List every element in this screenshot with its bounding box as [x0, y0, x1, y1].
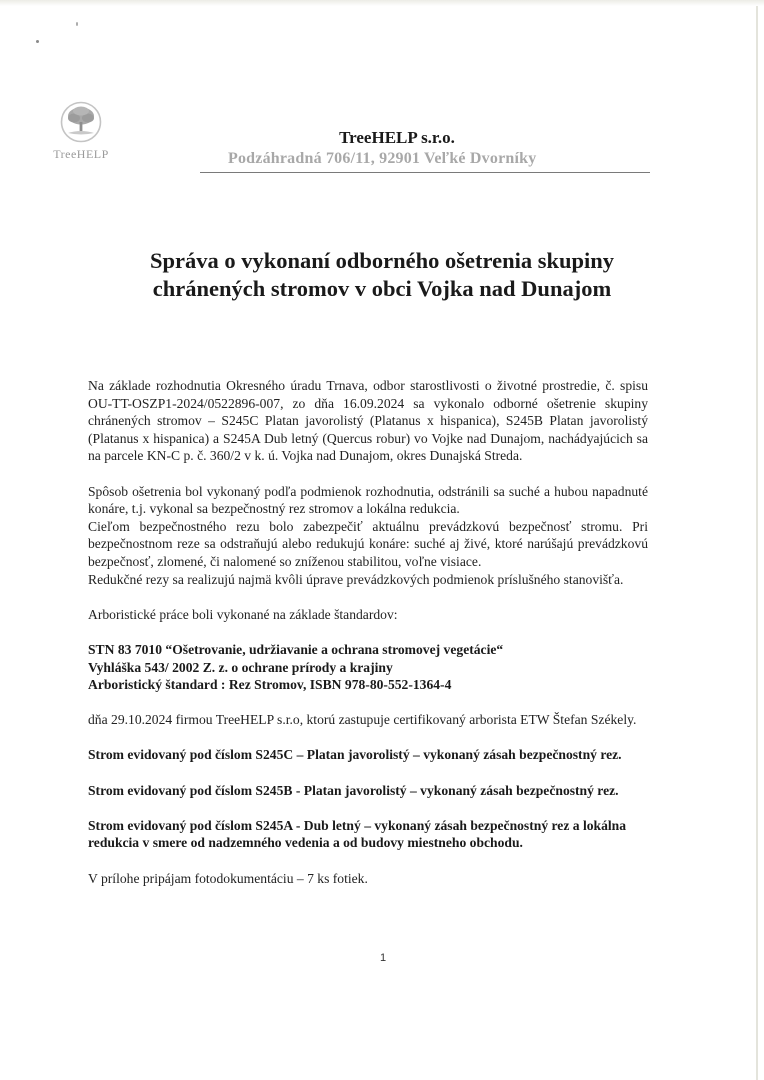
- standards-list: [88, 641, 648, 694]
- scan-speck: [76, 22, 78, 26]
- title-line-2: chránených stromov v obci Vojka nad Dunajom: [152, 276, 612, 301]
- scan-page-edge: [756, 6, 758, 1080]
- tree-record-s245b: Strom evidovaný pod číslom S245B - Platan javorolistý – vykonaný zásah bezpečnostný rez.: [88, 782, 619, 798]
- method-paragraph-3: Redukčné rezy sa realizujú najmä kvôli úprave prevádzkových podmienok príslušného stanovišťa.: [88, 571, 624, 587]
- header-divider: [200, 172, 650, 173]
- document-body: [88, 377, 648, 887]
- company-address: Podzáhradná 706/11, 92901 Veľké Dvorníky: [228, 150, 537, 167]
- document-title: [0, 247, 764, 303]
- standard-item: Vyhláška 543/ 2002 Z. z. o ochrane prírody a krajiny: [88, 659, 393, 675]
- method-paragraph-1: Spôsob ošetrenia bol vykonaný podľa podmienok rozhodnutia, odstránili sa suché a hubou napadnuté konáre, t.j. vykonal sa bezpečnostný rez stromov a lokálna redukcia.: [88, 483, 648, 517]
- scan-speck: [36, 40, 39, 43]
- performed-paragraph: dňa 29.10.2024 firmou TreeHELP s.r.o, ktorú zastupuje certifikovaný arborista ETW Štefan Székely.: [88, 712, 637, 728]
- standards-intro: Arboristické práce boli vykonané na základe štandardov:: [88, 606, 398, 622]
- method-paragraph-2: Cieľom bezpečnostného rezu bolo zabezpečiť aktuálnu prevádzkovú bezpečnosť stromu. Pri bezpečnostnom reze sa odstraňujú alebo redukujú konáre: suché aj živé, ktoré narúšajú prevádzkovú bezpečnosť, zlomené, či nalomené so zníženou stabilitou, voľne visiace.: [88, 518, 648, 569]
- logo-wordmark: TreeHELP: [53, 147, 109, 161]
- scan-top-shadow: [0, 0, 764, 6]
- standard-item: Arboristický štandard : Rez Stromov, ISBN 978-80-552-1364-4: [88, 677, 452, 693]
- tree-record-s245a: Strom evidovaný pod číslom S245A - Dub letný – vykonaný zásah bezpečnostný rez a lokálna redukcia v smere od nadzemného vedenia a od budovy miestneho obchodu.: [88, 817, 627, 851]
- page-number: 1: [379, 952, 387, 964]
- attachment-note: V prílohe pripájam fotodokumentáciu – 7 ks fotiek.: [88, 870, 368, 886]
- title-line-1: Správa o vykonaní odborného ošetrenia skupiny: [149, 248, 615, 273]
- intro-paragraph: Na základe rozhodnutia Okresného úradu Trnava, odbor starostlivosti o životné prostredie, č. spisu OU-TT-OSZP1-2024/0522896-007, zo dňa 16.09.2024 sa vykonalo odborné ošetrenie skupiny chránených stromov – S245C Platan javorolistý (Platanus x hispanica), S245B Platan javorolistý (Platanus x hispanica) a S245A Dub letný (Quercus robur) vo Vojke nad Dunajom, nachádyajúcich sa na parcele KN-C p. č. 360/2 v k. ú. Vojka nad Dunajom, okres Dunajská Streda.: [88, 378, 648, 464]
- company-name: TreeHELP s.r.o.: [339, 128, 455, 147]
- standard-item: STN 83 7010 “Ošetrovanie, udržiavanie a ochrana stromovej vegetácie“: [88, 641, 504, 657]
- tree-record-s245c: Strom evidovaný pod číslom S245C – Platan javorolistý – vykonaný zásah bezpečnostný rez.: [88, 747, 622, 763]
